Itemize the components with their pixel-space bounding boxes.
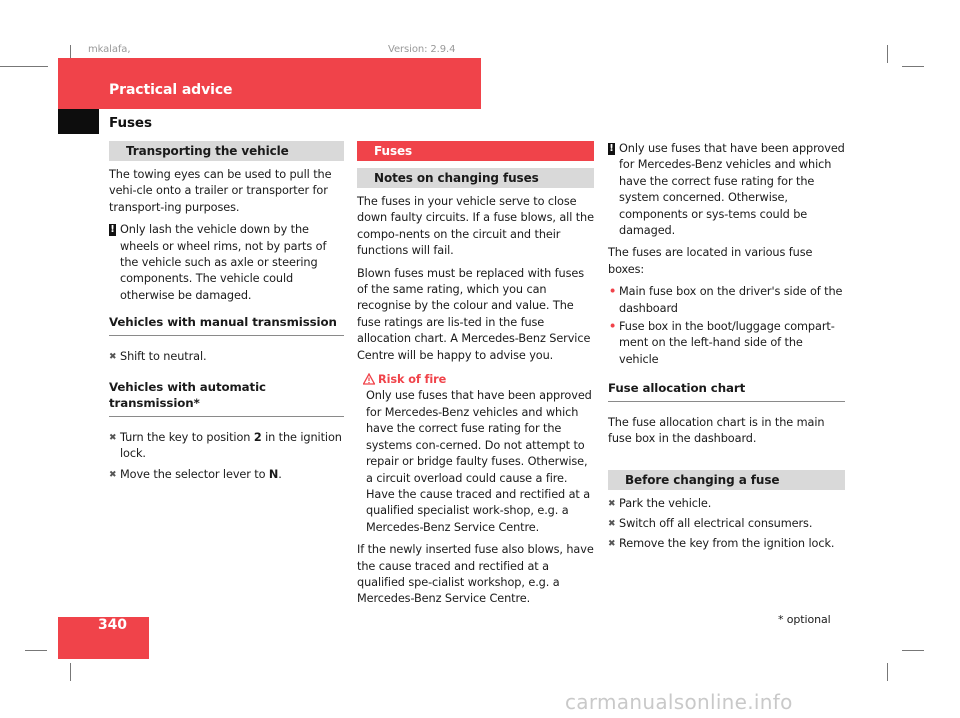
- meta-author: mkalafa,: [88, 44, 131, 55]
- step-text: Turn the key to position 2 in the ignition lock.: [120, 430, 342, 461]
- heading-fuses: Fuses: [357, 141, 594, 161]
- crop-mark: [902, 66, 924, 67]
- footnote: * optional: [778, 613, 831, 626]
- column-3: [608, 141, 845, 557]
- arrow-icon: ✖: [109, 351, 117, 362]
- paragraph: If the newly inserted fuse also blows, have the cause traced and rectified at a qualified spe-cialist workshop, e.g. a Mercedes-Benz Service Centre.: [357, 543, 594, 606]
- paragraph: The fuse allocation chart is in the main fuse box in the dashboard.: [608, 415, 825, 446]
- step-item: ✖ Remove the key from the ignition lock.: [608, 536, 845, 552]
- meta-version: Version: 2.9.4: [388, 44, 456, 55]
- arrow-icon: ✖: [608, 518, 616, 529]
- paragraph: The fuses are located in various fuse boxes:: [608, 246, 813, 276]
- header-tab: [58, 109, 99, 134]
- warning-block: [357, 372, 594, 536]
- note-text: Only use fuses that have been approved for Mercedes-Benz vehicles and which have the correct fuse rating for the system concerned. Otherwise, components or sys-tems could be damaged.: [619, 142, 845, 238]
- note-text: Only lash the vehicle down by the wheels or wheel rims, not by parts of the vehicle such as axle or steering components. The vehicle could otherwise be damaged.: [120, 223, 327, 302]
- page-number: 340: [98, 617, 127, 633]
- arrow-icon: ✖: [109, 469, 117, 480]
- arrow-icon: ✖: [608, 498, 616, 509]
- caution-note: [109, 222, 344, 304]
- watermark: carmanualsonline.info: [565, 690, 793, 714]
- heading-manual: Vehicles with manual transmission: [109, 314, 344, 335]
- list-item: • Fuse box in the boot/luggage compart-ment on the left-hand side of the vehicle: [609, 320, 835, 366]
- warning-triangle-icon: [363, 373, 375, 385]
- bullet-icon: •: [609, 320, 617, 334]
- crop-mark: [902, 650, 924, 651]
- heading-before-changing: Before changing a fuse: [608, 470, 845, 490]
- crop-mark: [70, 663, 71, 681]
- paragraph: The towing eyes can be used to pull the vehi-cle onto a trailer or transporter for transport-ing purposes.: [109, 168, 332, 214]
- caution-note: [608, 141, 845, 239]
- column-1: [109, 141, 344, 487]
- arrow-icon: ✖: [109, 432, 117, 443]
- step-text: Shift to neutral.: [120, 349, 207, 363]
- crop-mark: [887, 45, 888, 63]
- crop-mark: [887, 663, 888, 681]
- arrow-icon: ✖: [608, 539, 616, 550]
- step-item: ✖ Park the vehicle.: [608, 496, 845, 512]
- list-item: • Main fuse box on the driver's side of the dashboard: [609, 285, 843, 315]
- heading-notes: Notes on changing fuses: [357, 168, 594, 188]
- warning-text: Only use fuses that have been approved for Mercedes-Benz vehicles and which have the correct fuse rating for the systems con-cerned. Do not attempt to repair or bridge faulty fuses. Otherwise, a circuit overload could cause a fire. Have the cause traced and rectified at a qualified specialist work-shop, e.g. a Mercedes-Benz Service Centre.: [366, 389, 592, 534]
- exclamation-icon: !: [110, 224, 115, 236]
- crop-mark: [25, 650, 47, 651]
- warning-title: Risk of fire: [378, 372, 594, 388]
- column-2: [357, 141, 594, 614]
- exclamation-icon: !: [609, 143, 614, 154]
- step-item: ✖ Switch off all electrical consumers.: [608, 516, 845, 532]
- step-item: [109, 349, 344, 365]
- heading-automatic: Vehicles with automatic transmission*: [109, 379, 344, 417]
- crop-mark: [0, 66, 48, 67]
- section-title: Practical advice: [109, 82, 233, 98]
- paragraph: Blown fuses must be replaced with fuses of the same rating, which you can recognise by the colour and value. The fuse ratings are lis-ted in the fuse allocation chart. A Mercedes-Benz Service Centre will be happy to advise you.: [357, 266, 591, 362]
- heading-fuse-allocation: Fuse allocation chart: [608, 380, 845, 401]
- step-text: Move the selector lever to N.: [120, 467, 282, 481]
- bullet-icon: •: [609, 285, 617, 299]
- page-title: Fuses: [109, 115, 152, 131]
- heading-transporting: Transporting the vehicle: [109, 141, 344, 161]
- step-item: [109, 430, 344, 463]
- step-item: [109, 467, 344, 483]
- paragraph: The fuses in your vehicle serve to close down faulty circuits. If a fuse blows, all the compo-nents on the circuit and their functions will fail.: [357, 195, 594, 258]
